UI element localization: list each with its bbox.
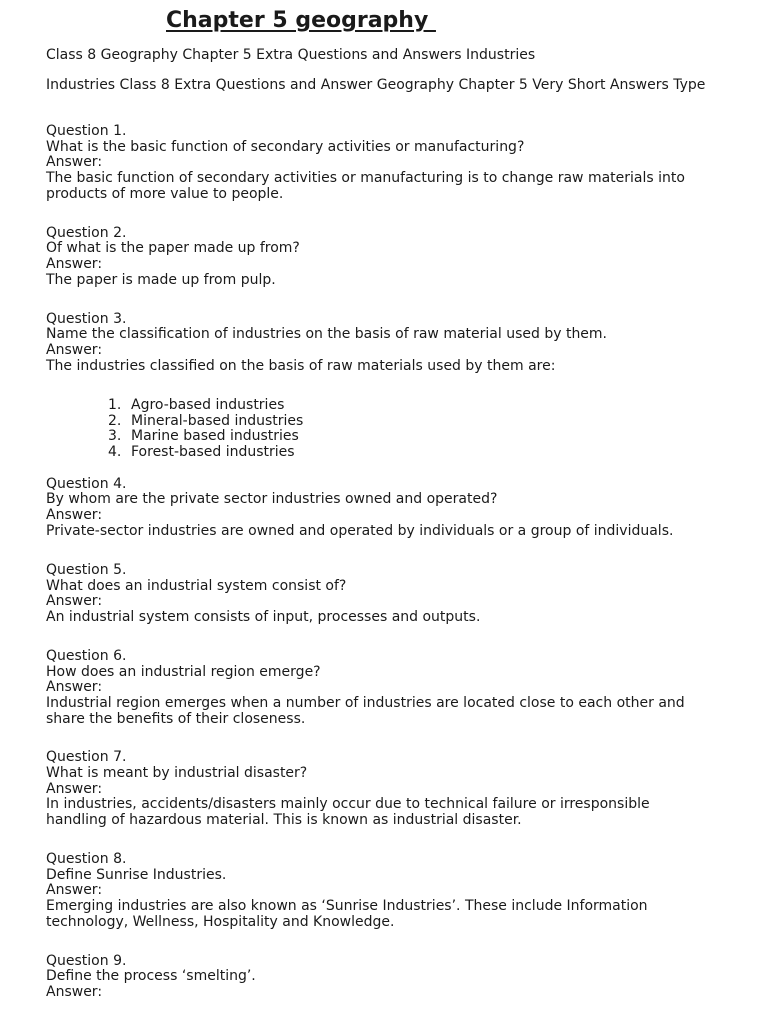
answer-text: Emerging industries are also known as ‘Sunrise Industries’. These include Information technology, Wellness, Hospitality and Knowledge. — [46, 898, 648, 930]
question-text: By whom are the private sector industries owned and operated? — [46, 491, 498, 507]
answer-text: An industrial system consists of input, processes and outputs. — [46, 609, 481, 625]
list-item: 3. Marine based industries — [108, 428, 299, 445]
list-item: 2. Mineral-based industries — [108, 412, 304, 429]
question-label: Question 4. — [46, 476, 127, 492]
answer-label: Answer: — [46, 342, 103, 358]
question-text: Define Sunrise Industries. — [46, 867, 227, 883]
answer-text: The industries classified on the basis of raw materials used by them are: — [46, 358, 556, 374]
answer-text: Private-sector industries are owned and operated by individuals or a group of individuals. — [46, 523, 674, 539]
intro-line-1: Class 8 Geography Chapter 5 Extra Questions and Answers Industries — [46, 47, 536, 63]
answer-label: Answer: — [46, 882, 103, 898]
question-label: Question 6. — [46, 648, 127, 664]
page-title: Chapter 5 geography — [166, 8, 436, 33]
answer-label: Answer: — [46, 679, 103, 695]
question-text: What is meant by industrial disaster? — [46, 765, 308, 781]
answer-text: Industrial region emerges when a number of industries are located close to each other and share the benefits of their closeness. — [46, 695, 685, 727]
answer-text: The paper is made up from pulp. — [46, 272, 276, 288]
answer-label: Answer: — [46, 781, 103, 797]
question-text: How does an industrial region emerge? — [46, 664, 321, 680]
question-label: Question 1. — [46, 123, 127, 139]
answer-text: In industries, accidents/disasters mainly occur due to technical failure or irresponsible handling of hazardous material. This is known as industrial disaster. — [46, 796, 650, 828]
question-text: Of what is the paper made up from? — [46, 240, 300, 256]
question-label: Question 5. — [46, 562, 127, 578]
list-item: 1. Agro-based industries — [108, 397, 285, 413]
question-label: Question 7. — [46, 749, 127, 765]
answer-label: Answer: — [46, 984, 103, 1000]
industry-classification-list — [108, 398, 303, 461]
question-text: What is the basic function of secondary activities or manufacturing? — [46, 139, 525, 155]
answer-label: Answer: — [46, 154, 103, 170]
answer-label: Answer: — [46, 593, 103, 609]
question-label: Question 3. — [46, 311, 127, 327]
question-text: What does an industrial system consist of? — [46, 578, 347, 594]
question-label: Question 2. — [46, 225, 127, 241]
intro-line-2: Industries Class 8 Extra Questions and Answer Geography Chapter 5 Very Short Answers Type — [46, 77, 706, 93]
answer-label: Answer: — [46, 256, 103, 272]
answer-text: The basic function of secondary activities or manufacturing is to change raw materials into products of more value to people. — [46, 170, 685, 202]
list-item: 4. Forest-based industries — [108, 444, 295, 461]
question-text: Name the classification of industries on the basis of raw material used by them. — [46, 326, 608, 342]
answer-label: Answer: — [46, 507, 103, 523]
question-label: Question 9. — [46, 953, 127, 969]
question-text: Define the process ‘smelting’. — [46, 968, 256, 984]
question-label: Question 8. — [46, 851, 127, 867]
